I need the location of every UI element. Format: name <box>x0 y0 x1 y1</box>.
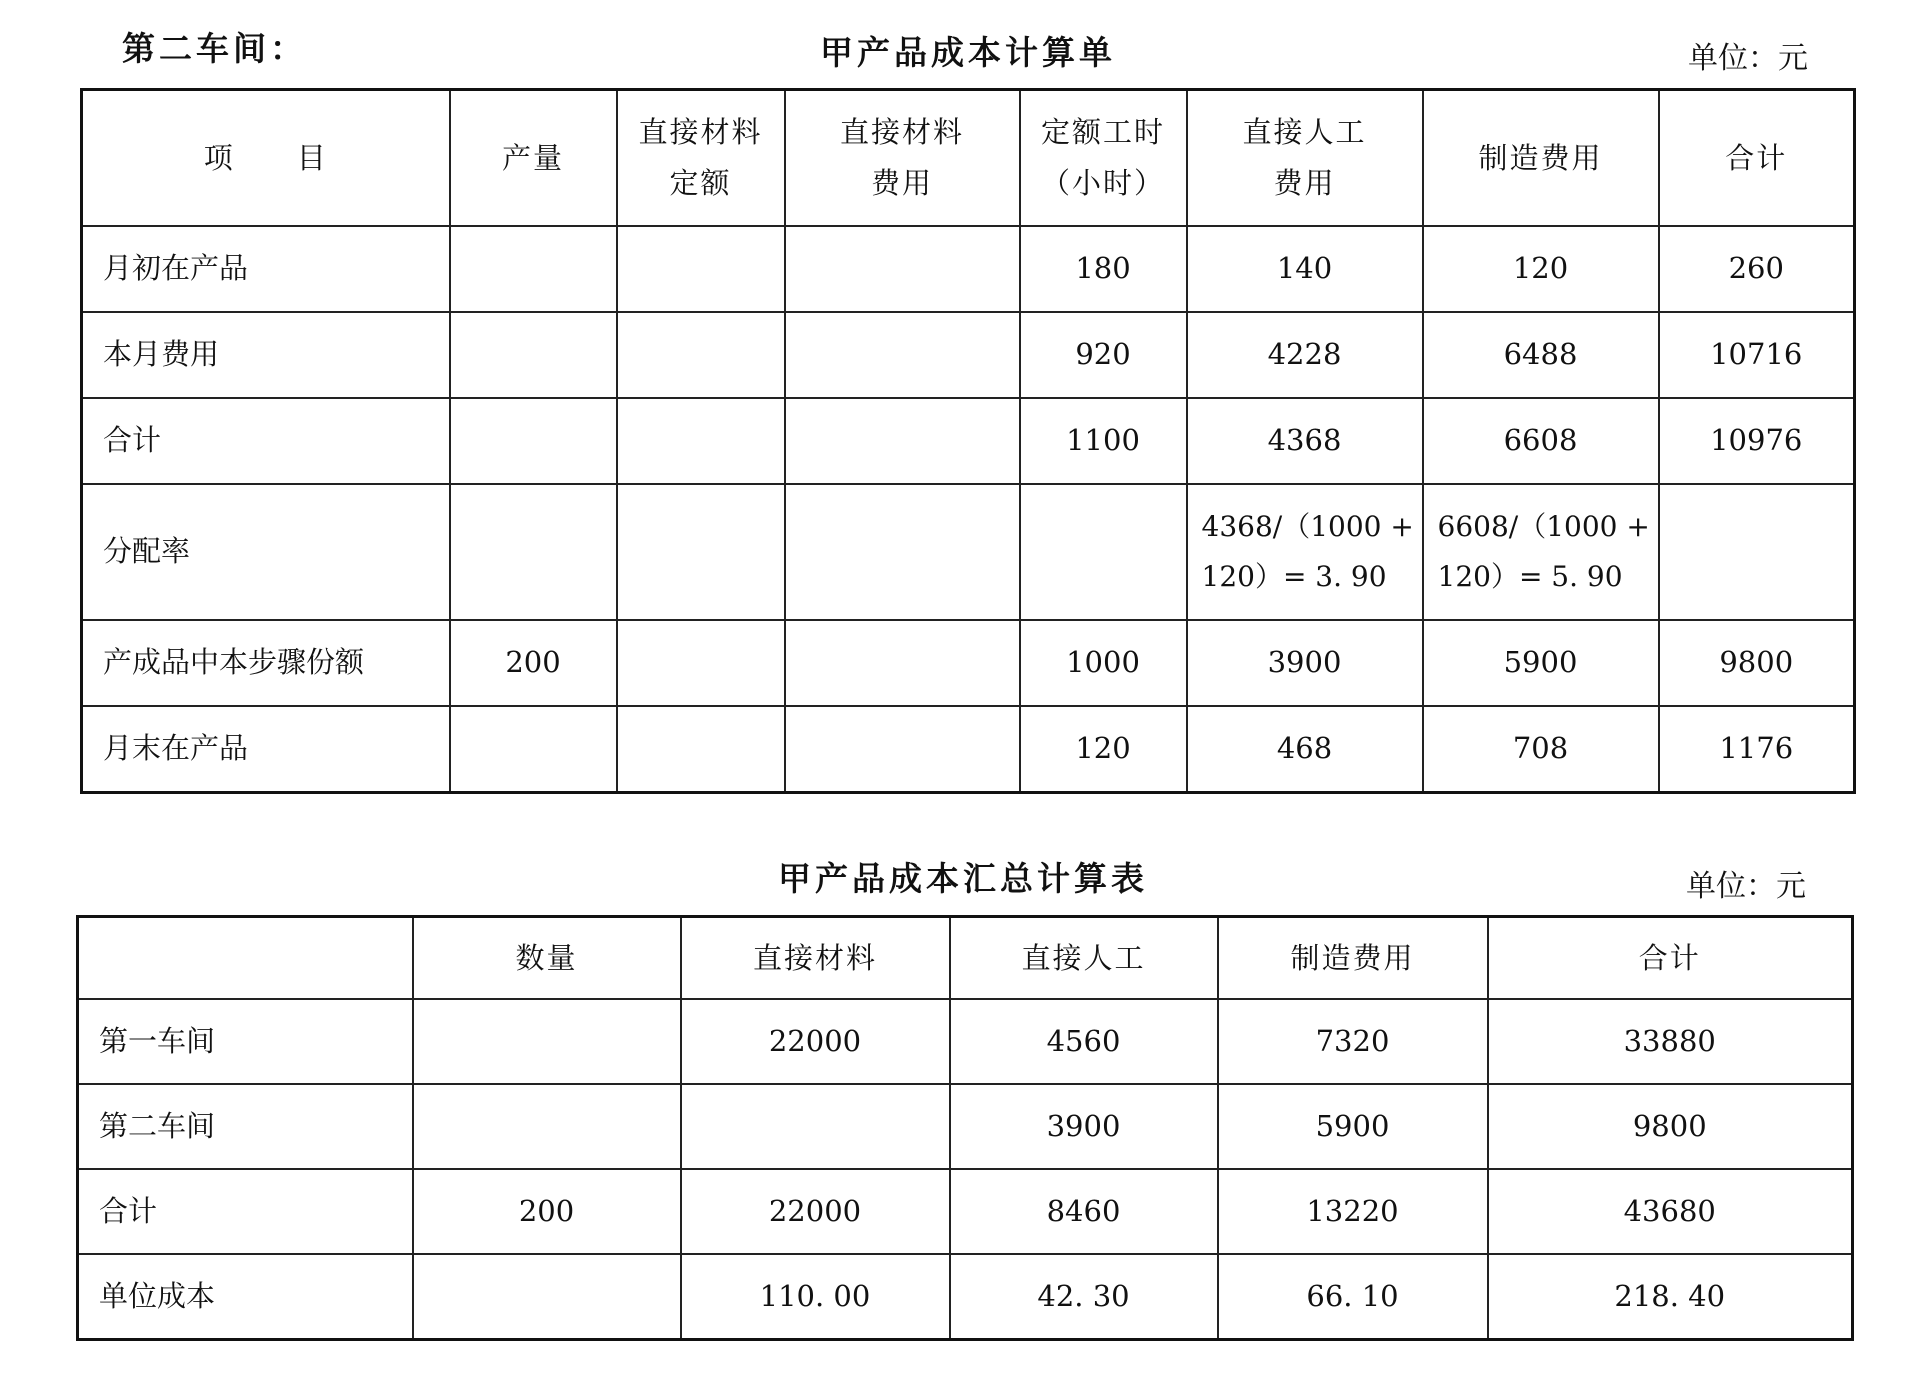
column-header: 数量 <box>413 917 681 1000</box>
table-row <box>82 312 1855 398</box>
labor-cell: 8460 <box>950 1169 1218 1254</box>
material-cost-cell <box>785 398 1020 484</box>
column-header: 制造费用 <box>1423 90 1659 227</box>
labor-cell: 4560 <box>950 999 1218 1084</box>
column-header: 制造费用 <box>1218 917 1488 1000</box>
hours-cell: 1000 <box>1020 620 1187 706</box>
overhead-cell: 13220 <box>1218 1169 1488 1254</box>
cost-sheet-table <box>80 88 1856 794</box>
output-cell <box>450 312 617 398</box>
labor-cell: 4228 <box>1187 312 1423 398</box>
hours-cell: 920 <box>1020 312 1187 398</box>
output-cell <box>450 398 617 484</box>
total-cell <box>1659 484 1855 620</box>
total-cell: 218. 40 <box>1488 1254 1853 1340</box>
header-row <box>82 90 1855 227</box>
output-cell <box>450 226 617 312</box>
column-header: 项 目 <box>82 90 450 227</box>
column-header: 合计 <box>1659 90 1855 227</box>
row-label: 产成品中本步骤份额 <box>82 620 450 706</box>
row-label: 单位成本 <box>78 1254 413 1340</box>
cost-sheet-unit: 单位：元 <box>1688 41 1808 76</box>
output-cell <box>450 706 617 793</box>
total-cell: 9800 <box>1488 1084 1853 1169</box>
table-row <box>78 999 1853 1084</box>
labor-cell: 140 <box>1187 226 1423 312</box>
row-label: 合计 <box>78 1169 413 1254</box>
total-cell: 10716 <box>1659 312 1855 398</box>
material-quota-cell <box>617 484 785 620</box>
row-label: 第二车间 <box>78 1084 413 1169</box>
cost-sheet-title: 甲产品成本计算单 <box>820 33 1116 72</box>
material-cost-cell <box>785 312 1020 398</box>
column-header: 合计 <box>1488 917 1853 1000</box>
total-cell: 10976 <box>1659 398 1855 484</box>
material-cost-cell <box>785 706 1020 793</box>
row-label: 合计 <box>82 398 450 484</box>
row-label: 分配率 <box>82 484 450 620</box>
overhead-cell: 6488 <box>1423 312 1659 398</box>
material-cost-cell <box>785 484 1020 620</box>
material-quota-cell <box>617 398 785 484</box>
overhead-cell: 120 <box>1423 226 1659 312</box>
labor-cell: 468 <box>1187 706 1423 793</box>
row-label: 本月费用 <box>82 312 450 398</box>
hours-cell: 180 <box>1020 226 1187 312</box>
table-row <box>78 1084 1853 1169</box>
hours-cell <box>1020 484 1187 620</box>
workshop-label: 第二车间： <box>122 29 307 68</box>
column-header: 直接材料定额 <box>617 90 785 227</box>
column-header: 直接人工费用 <box>1187 90 1423 227</box>
total-cell: 33880 <box>1488 999 1853 1084</box>
qty-cell <box>413 999 681 1084</box>
column-header: 直接材料 <box>681 917 950 1000</box>
total-cell: 43680 <box>1488 1169 1853 1254</box>
row-label: 第一车间 <box>78 999 413 1084</box>
labor-cell: 3900 <box>1187 620 1423 706</box>
material-cost-cell <box>785 226 1020 312</box>
overhead-cell: 5900 <box>1218 1084 1488 1169</box>
total-cell: 1176 <box>1659 706 1855 793</box>
total-cell: 9800 <box>1659 620 1855 706</box>
table-row <box>82 484 1855 620</box>
qty-cell: 200 <box>413 1169 681 1254</box>
table-row <box>78 1169 1853 1254</box>
material-cell: 22000 <box>681 999 950 1084</box>
labor-rate-cell: 4368/（1000 + 120）= 3. 90 <box>1187 484 1423 620</box>
overhead-cell: 7320 <box>1218 999 1488 1084</box>
overhead-rate-cell: 6608/（1000 + 120）= 5. 90 <box>1423 484 1659 620</box>
row-label: 月末在产品 <box>82 706 450 793</box>
labor-cell: 4368 <box>1187 398 1423 484</box>
material-quota-cell <box>617 226 785 312</box>
qty-cell <box>413 1084 681 1169</box>
material-cell: 22000 <box>681 1169 950 1254</box>
row-label: 月初在产品 <box>82 226 450 312</box>
overhead-cell: 6608 <box>1423 398 1659 484</box>
material-quota-cell <box>617 620 785 706</box>
overhead-cell: 708 <box>1423 706 1659 793</box>
column-header: 直接人工 <box>950 917 1218 1000</box>
table-row <box>78 1254 1853 1340</box>
labor-cell: 42. 30 <box>950 1254 1218 1340</box>
material-quota-cell <box>617 312 785 398</box>
material-cost-cell <box>785 620 1020 706</box>
header-row <box>78 917 1853 1000</box>
output-cell <box>450 484 617 620</box>
material-quota-cell <box>617 706 785 793</box>
hours-cell: 1100 <box>1020 398 1187 484</box>
overhead-cell: 5900 <box>1423 620 1659 706</box>
table-row <box>82 226 1855 312</box>
summary-table <box>76 915 1854 1341</box>
hours-cell: 120 <box>1020 706 1187 793</box>
column-header: 直接材料费用 <box>785 90 1020 227</box>
column-header: 定额工时（小时） <box>1020 90 1187 227</box>
table-row <box>82 620 1855 706</box>
total-cell: 260 <box>1659 226 1855 312</box>
material-cell: 110. 00 <box>681 1254 950 1340</box>
overhead-cell: 66. 10 <box>1218 1254 1488 1340</box>
table-row <box>82 398 1855 484</box>
summary-title: 甲产品成本汇总计算表 <box>778 859 1148 898</box>
table-row <box>82 706 1855 793</box>
column-header <box>78 917 413 1000</box>
output-cell: 200 <box>450 620 617 706</box>
material-cell <box>681 1084 950 1169</box>
qty-cell <box>413 1254 681 1340</box>
labor-cell: 3900 <box>950 1084 1218 1169</box>
summary-unit: 单位：元 <box>1686 869 1806 904</box>
column-header: 产量 <box>450 90 617 227</box>
